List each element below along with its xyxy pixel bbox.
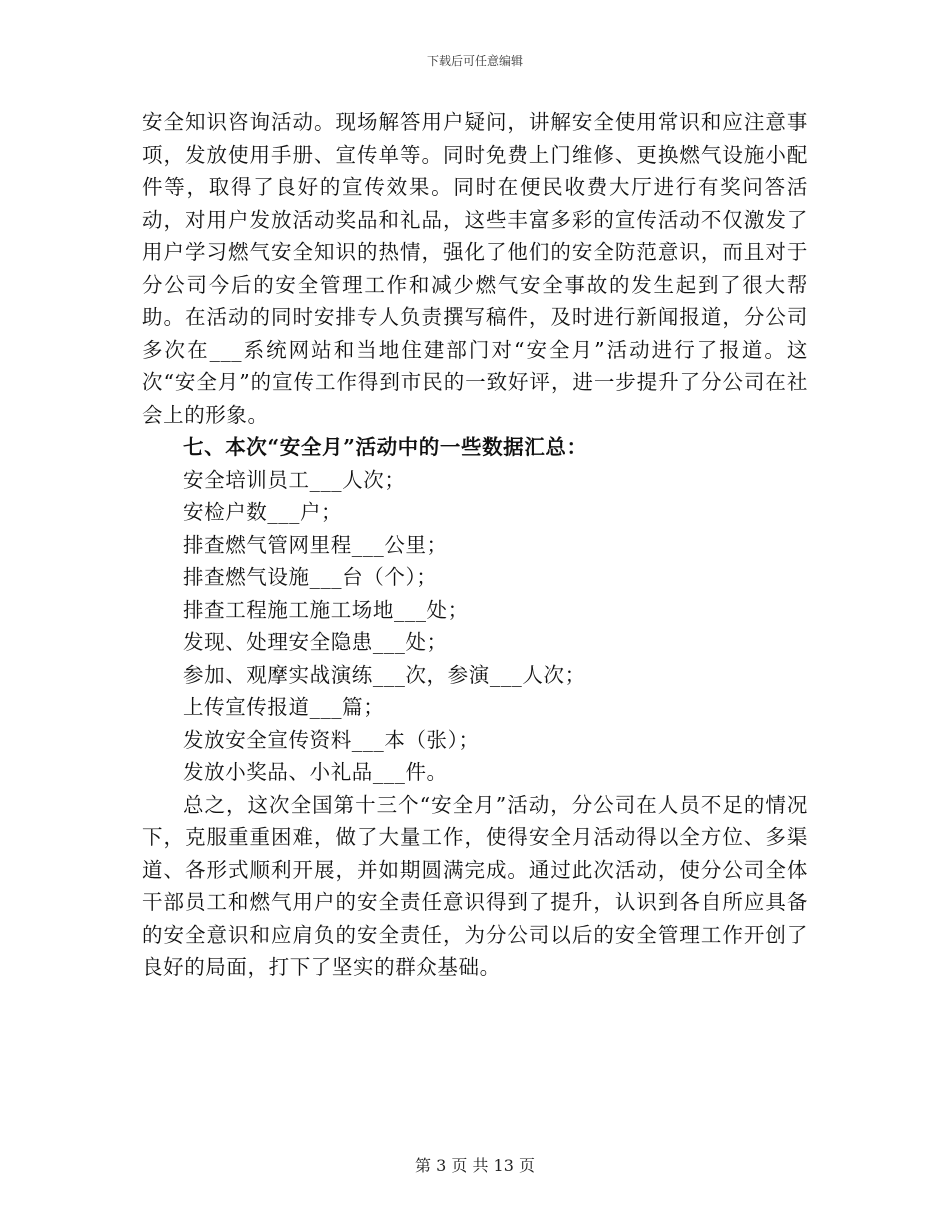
data-item: 安全培训员工___人次；	[183, 467, 406, 492]
data-item: 发放小奖品、小礼品___件。	[183, 760, 448, 784]
data-item: 排查燃气设施___台（个）；	[183, 565, 438, 589]
body-paragraph-1: 安全知识咨询活动。现场解答用户疑问，讲解安全使用常识和应注意事项，发放使用手册、宣传单等。同时免费上门维修、更换燃气设施小配件等，取得了良好的宣传效果。同时在便民收费大厅进行有奖问答活动，对用户发放活动奖品和礼品，这些丰富多彩的宣传活动不仅激发了用户学习燃气安全知识的热情，强化了他们的安全防范意识，而且对于分公司今后的安全管理工作和减少燃气安全事故的发生起到了很大帮助。在活动的同时安排专人负责撰写稿件，及时进行新闻报道，分公司多次在___系统网站和当地住建部门对“安全月”活动进行了报道。这次“安全月”的宣传工作得到市民的一致好评，进一步提升了分公司在社会上的形象。	[142, 110, 808, 427]
data-item: 安检户数___户；	[183, 500, 343, 524]
data-item: 参加、观摩实战演练___次，参演___人次；	[183, 662, 586, 687]
page-header-note: 下载后可任意编辑	[426, 54, 523, 68]
page-number: 第 3 页 共 13 页	[415, 1156, 535, 1175]
data-item: 排查工程施工施工场地___处；	[183, 597, 469, 622]
document-body	[142, 106, 808, 984]
data-item: 排查燃气管网里程___公里；	[183, 532, 448, 557]
data-summary-list	[142, 464, 808, 789]
data-item: 上传宣传报道___篇；	[183, 695, 385, 719]
body-paragraph-2: 总之，这次全国第十三个“安全月”活动，分公司在人员不足的情况下，克服重重困难，做了大量工作，使得安全月活动得以全方位、多渠道、各形式顺利开展，并如期圆满完成。通过此次活动，使分公司全体干部员工和燃气用户的安全责任意识得到了提升，认识到各自所应具备的安全意识和应肩负的安全责任，为分公司以后的安全管理工作开创了良好的局面，打下了坚实的群众基础。	[142, 792, 808, 979]
data-item: 发放安全宣传资料___本（张）；	[183, 727, 480, 752]
section-heading: 七、本次“安全月”活动中的一些数据汇总：	[183, 435, 588, 459]
data-item: 发现、处理安全隐患___处；	[183, 630, 448, 654]
